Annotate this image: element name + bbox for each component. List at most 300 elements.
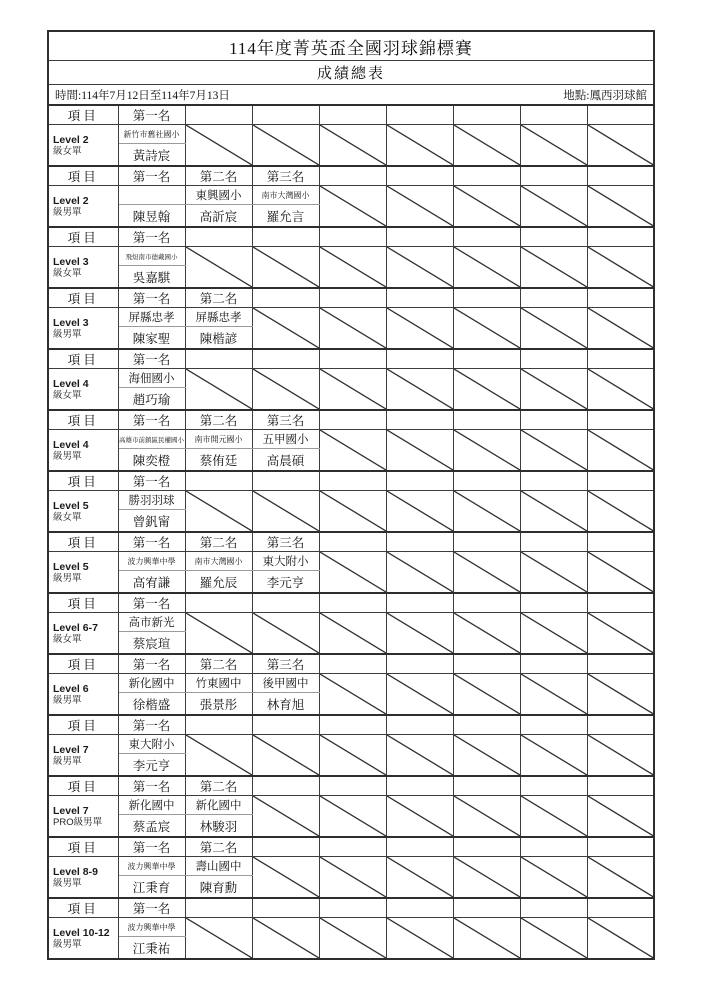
empty-result-cell (520, 674, 587, 716)
empty-result-cell (587, 918, 654, 960)
diagonal-line (454, 918, 520, 958)
diagonal-line (253, 369, 319, 409)
empty-result-cell (252, 613, 319, 655)
level-label: Level 3 (53, 316, 89, 329)
diagonal-line (588, 674, 654, 714)
empty-header-cell (319, 898, 386, 918)
diagonal-line (588, 735, 654, 775)
school-cell: 波力興華中學 (118, 857, 185, 876)
diagonal-line (253, 796, 319, 836)
empty-header-cell (319, 654, 386, 674)
empty-result-cell (252, 796, 319, 838)
empty-result-cell (386, 186, 453, 228)
empty-result-cell (386, 552, 453, 594)
item-header-cell: 項目 (48, 837, 118, 857)
empty-result-cell (453, 796, 520, 838)
empty-header-cell (319, 593, 386, 613)
diagonal-line (588, 186, 654, 226)
empty-header-cell (587, 166, 654, 186)
empty-header-cell (587, 227, 654, 247)
category-label: 級女單 (53, 633, 82, 645)
empty-header-cell (252, 349, 319, 369)
item-header-cell: 項目 (48, 898, 118, 918)
page-subtitle: 成績總表 (48, 61, 654, 85)
player-cell: 江秉育 (118, 876, 185, 899)
empty-result-cell (252, 369, 319, 411)
school-cell: 飛炟南市德戴國小 (118, 247, 185, 266)
diagonal-line (253, 247, 319, 287)
diagonal-line (521, 430, 587, 470)
school-cell: 新化國中 (118, 674, 185, 693)
empty-result-cell (453, 491, 520, 533)
empty-header-cell (453, 776, 520, 796)
diagonal-line (454, 674, 520, 714)
place-label: 地點:鳳西羽球館 (563, 89, 647, 102)
empty-result-cell (587, 491, 654, 533)
diagonal-line (253, 918, 319, 958)
section-header-row (48, 654, 654, 674)
empty-header-cell (520, 654, 587, 674)
diagonal-line (387, 430, 453, 470)
empty-header-cell (453, 349, 520, 369)
empty-result-cell (319, 735, 386, 777)
empty-header-cell (319, 166, 386, 186)
school-cell: 新化國中 (185, 796, 252, 815)
page-title: 114年度菁英盃全國羽球錦標賽 (48, 31, 654, 61)
school-row (48, 552, 654, 571)
rank-header-cell: 第一名 (118, 837, 185, 857)
diagonal-line (253, 308, 319, 348)
empty-result-cell (453, 674, 520, 716)
empty-header-cell (453, 471, 520, 491)
empty-header-cell (386, 715, 453, 735)
empty-result-cell (587, 796, 654, 838)
diagonal-line (186, 613, 252, 653)
empty-result-cell (386, 918, 453, 960)
empty-header-cell (520, 349, 587, 369)
school-cell (118, 186, 185, 205)
diagonal-line (387, 491, 453, 531)
school-row (48, 613, 654, 632)
diagonal-line (521, 674, 587, 714)
school-cell: 屏縣忠孝 (118, 308, 185, 327)
empty-header-cell (453, 105, 520, 125)
empty-header-cell (252, 471, 319, 491)
level-label: Level 7 (53, 804, 89, 817)
empty-header-cell (386, 349, 453, 369)
diagonal-line (387, 247, 453, 287)
empty-result-cell (185, 613, 252, 655)
rank-header-cell: 第三名 (252, 410, 319, 430)
empty-header-cell (319, 349, 386, 369)
level-label: Level 5 (53, 499, 89, 512)
empty-result-cell (520, 369, 587, 411)
empty-result-cell (319, 613, 386, 655)
level-label: Level 3 (53, 255, 89, 268)
rank-header-cell: 第一名 (118, 349, 185, 369)
rank-header-cell: 第一名 (118, 105, 185, 125)
category-label: 級女單 (53, 267, 82, 279)
school-row (48, 918, 654, 937)
section-header-row (48, 227, 654, 247)
empty-header-cell (252, 593, 319, 613)
empty-header-cell (587, 105, 654, 125)
rank-header-cell: 第一名 (118, 227, 185, 247)
page (47, 30, 655, 960)
empty-result-cell (319, 857, 386, 899)
level-cell (48, 552, 118, 594)
diagonal-line (320, 857, 386, 897)
diagonal-line (521, 918, 587, 958)
diagonal-line (588, 613, 654, 653)
empty-header-cell (185, 715, 252, 735)
empty-header-cell (185, 349, 252, 369)
level-label: Level 10-12 (53, 926, 110, 939)
empty-result-cell (520, 796, 587, 838)
empty-header-cell (520, 227, 587, 247)
level-cell (48, 674, 118, 716)
empty-result-cell (520, 735, 587, 777)
diagonal-line (387, 308, 453, 348)
diagonal-line (387, 735, 453, 775)
diagonal-line (253, 735, 319, 775)
category-label: 級男單 (53, 755, 82, 767)
section-header-row (48, 105, 654, 125)
empty-header-cell (453, 654, 520, 674)
empty-result-cell (252, 735, 319, 777)
player-cell: 陳奕橙 (118, 449, 185, 472)
empty-header-cell (185, 105, 252, 125)
school-row (48, 491, 654, 510)
empty-result-cell (520, 247, 587, 289)
player-cell: 曾釩甯 (118, 510, 185, 533)
diagonal-line (588, 857, 654, 897)
section-header-row (48, 349, 654, 369)
empty-header-cell (520, 837, 587, 857)
diagonal-line (454, 857, 520, 897)
diagonal-line (387, 674, 453, 714)
empty-header-cell (587, 471, 654, 491)
diagonal-line (521, 186, 587, 226)
player-cell: 高晨碩 (252, 449, 319, 472)
item-header-cell: 項目 (48, 532, 118, 552)
level-cell (48, 857, 118, 899)
diagonal-line (387, 613, 453, 653)
empty-result-cell (319, 491, 386, 533)
diagonal-line (320, 125, 386, 165)
empty-header-cell (386, 227, 453, 247)
empty-header-cell (319, 288, 386, 308)
diagonal-line (186, 735, 252, 775)
diagonal-line (320, 735, 386, 775)
level-label: Level 8-9 (53, 865, 98, 878)
diagonal-line (253, 613, 319, 653)
level-label: Level 6-7 (53, 621, 98, 634)
empty-result-cell (252, 857, 319, 899)
empty-header-cell (386, 654, 453, 674)
item-header-cell: 項目 (48, 776, 118, 796)
player-cell: 張景彤 (185, 693, 252, 716)
subtitle-row (48, 61, 654, 85)
empty-header-cell (386, 532, 453, 552)
school-cell: 海佃國小 (118, 369, 185, 388)
results-table (47, 30, 655, 960)
player-cell: 江秉祐 (118, 937, 185, 960)
category-label: 級女單 (53, 511, 82, 523)
empty-result-cell (386, 796, 453, 838)
empty-result-cell (252, 247, 319, 289)
school-cell: 東興國小 (185, 186, 252, 205)
school-cell: 竹東國中 (185, 674, 252, 693)
category-label: 級男單 (53, 938, 82, 950)
empty-result-cell (319, 125, 386, 167)
diagonal-line (320, 430, 386, 470)
player-cell: 李元亨 (118, 754, 185, 777)
diagonal-line (320, 613, 386, 653)
player-cell: 蔡孟宸 (118, 815, 185, 838)
empty-header-cell (319, 227, 386, 247)
player-cell: 羅允言 (252, 205, 319, 228)
empty-header-cell (319, 105, 386, 125)
level-cell (48, 735, 118, 777)
diagonal-line (387, 918, 453, 958)
empty-header-cell (520, 471, 587, 491)
empty-result-cell (185, 247, 252, 289)
diagonal-line (186, 369, 252, 409)
rank-header-cell: 第三名 (252, 654, 319, 674)
diagonal-line (387, 857, 453, 897)
school-cell: 新竹市舊社國小 (118, 125, 185, 144)
empty-result-cell (252, 308, 319, 350)
empty-header-cell (386, 410, 453, 430)
diagonal-line (454, 491, 520, 531)
player-cell: 徐楷盛 (118, 693, 185, 716)
empty-result-cell (386, 247, 453, 289)
empty-result-cell (453, 247, 520, 289)
diagonal-line (521, 369, 587, 409)
empty-result-cell (587, 247, 654, 289)
empty-header-cell (520, 898, 587, 918)
empty-result-cell (587, 613, 654, 655)
diagonal-line (454, 735, 520, 775)
diagonal-line (588, 308, 654, 348)
rank-header-cell: 第一名 (118, 410, 185, 430)
diagonal-line (454, 308, 520, 348)
rank-header-cell: 第二名 (185, 654, 252, 674)
school-cell: 高雄市前鎮區民權國小 (118, 430, 185, 449)
school-cell: 東大附小 (252, 552, 319, 571)
diagonal-line (521, 125, 587, 165)
rank-header-cell: 第三名 (252, 166, 319, 186)
category-label: PRO級男單 (53, 816, 103, 828)
school-cell: 東大附小 (118, 735, 185, 754)
empty-result-cell (386, 308, 453, 350)
empty-header-cell (587, 349, 654, 369)
empty-header-cell (319, 776, 386, 796)
empty-header-cell (185, 898, 252, 918)
diagonal-line (320, 308, 386, 348)
diagonal-line (253, 491, 319, 531)
empty-result-cell (587, 308, 654, 350)
category-label: 級男單 (53, 877, 82, 889)
section-header-row (48, 837, 654, 857)
level-cell (48, 308, 118, 350)
empty-result-cell (520, 613, 587, 655)
empty-header-cell (453, 898, 520, 918)
rank-header-cell: 第一名 (118, 715, 185, 735)
school-cell: 新化國中 (118, 796, 185, 815)
empty-header-cell (587, 837, 654, 857)
empty-result-cell (520, 491, 587, 533)
diagonal-line (387, 552, 453, 592)
empty-result-cell (453, 369, 520, 411)
category-label: 級男單 (53, 206, 82, 218)
diagonal-line (521, 796, 587, 836)
item-header-cell: 項目 (48, 349, 118, 369)
rank-header-cell: 第三名 (252, 532, 319, 552)
empty-result-cell (587, 552, 654, 594)
empty-result-cell (386, 857, 453, 899)
diagonal-line (387, 796, 453, 836)
empty-result-cell (587, 674, 654, 716)
school-cell: 南市大灣國小 (185, 552, 252, 571)
rank-header-cell: 第二名 (185, 410, 252, 430)
empty-header-cell (453, 288, 520, 308)
school-row (48, 796, 654, 815)
player-cell: 陳昱翰 (118, 205, 185, 228)
level-label: Level 6 (53, 682, 89, 695)
diagonal-line (588, 552, 654, 592)
rank-header-cell: 第二名 (185, 837, 252, 857)
empty-header-cell (252, 105, 319, 125)
empty-result-cell (587, 735, 654, 777)
diagonal-line (186, 125, 252, 165)
player-cell: 蔡宸瑄 (118, 632, 185, 655)
level-cell (48, 796, 118, 838)
level-label: Level 4 (53, 377, 89, 390)
rank-header-cell: 第二名 (185, 288, 252, 308)
section-header-row (48, 593, 654, 613)
player-cell: 黃詩宸 (118, 144, 185, 167)
school-row (48, 125, 654, 144)
player-cell: 高訢宸 (185, 205, 252, 228)
section-header-row (48, 776, 654, 796)
empty-result-cell (453, 918, 520, 960)
empty-header-cell (520, 288, 587, 308)
empty-result-cell (453, 552, 520, 594)
item-header-cell: 項目 (48, 471, 118, 491)
diagonal-line (320, 552, 386, 592)
empty-header-cell (319, 837, 386, 857)
empty-result-cell (386, 491, 453, 533)
empty-result-cell (520, 308, 587, 350)
player-cell: 羅允辰 (185, 571, 252, 594)
item-header-cell: 項目 (48, 105, 118, 125)
diagonal-line (588, 796, 654, 836)
diagonal-line (253, 857, 319, 897)
empty-result-cell (252, 918, 319, 960)
diagonal-line (588, 369, 654, 409)
diagonal-line (588, 430, 654, 470)
empty-header-cell (319, 410, 386, 430)
player-cell: 蔡侑廷 (185, 449, 252, 472)
diagonal-line (320, 186, 386, 226)
empty-result-cell (520, 918, 587, 960)
empty-header-cell (252, 837, 319, 857)
school-row (48, 186, 654, 205)
empty-header-cell (386, 837, 453, 857)
rank-header-cell: 第一名 (118, 288, 185, 308)
player-cell: 林育旭 (252, 693, 319, 716)
empty-result-cell (252, 491, 319, 533)
diagonal-line (521, 491, 587, 531)
empty-header-cell (185, 227, 252, 247)
diagonal-line (521, 552, 587, 592)
empty-header-cell (587, 898, 654, 918)
empty-header-cell (453, 227, 520, 247)
school-row (48, 308, 654, 327)
item-header-cell: 項目 (48, 715, 118, 735)
empty-result-cell (520, 430, 587, 472)
item-header-cell: 項目 (48, 410, 118, 430)
empty-header-cell (453, 532, 520, 552)
empty-header-cell (587, 593, 654, 613)
category-label: 級男單 (53, 572, 82, 584)
empty-result-cell (319, 918, 386, 960)
school-row (48, 247, 654, 266)
player-cell: 林駿羽 (185, 815, 252, 838)
empty-result-cell (587, 369, 654, 411)
item-header-cell: 項目 (48, 654, 118, 674)
empty-header-cell (319, 532, 386, 552)
empty-result-cell (185, 918, 252, 960)
diagonal-line (521, 857, 587, 897)
level-label: Level 5 (53, 560, 89, 573)
empty-result-cell (520, 186, 587, 228)
category-label: 級女單 (53, 145, 82, 157)
diagonal-line (521, 735, 587, 775)
diagonal-line (454, 369, 520, 409)
empty-result-cell (319, 430, 386, 472)
empty-header-cell (520, 776, 587, 796)
empty-result-cell (453, 125, 520, 167)
empty-header-cell (252, 776, 319, 796)
item-header-cell: 項目 (48, 288, 118, 308)
rank-header-cell: 第二名 (185, 776, 252, 796)
empty-header-cell (185, 593, 252, 613)
empty-result-cell (386, 735, 453, 777)
empty-result-cell (319, 186, 386, 228)
empty-header-cell (587, 288, 654, 308)
empty-result-cell (587, 186, 654, 228)
section-header-row (48, 532, 654, 552)
item-header-cell: 項目 (48, 227, 118, 247)
empty-result-cell (453, 186, 520, 228)
diagonal-line (320, 674, 386, 714)
diagonal-line (387, 369, 453, 409)
diagonal-line (454, 247, 520, 287)
rank-header-cell: 第一名 (118, 898, 185, 918)
empty-result-cell (185, 125, 252, 167)
empty-result-cell (386, 369, 453, 411)
school-cell: 波力興華中學 (118, 552, 185, 571)
empty-header-cell (587, 532, 654, 552)
player-cell: 高宥謙 (118, 571, 185, 594)
empty-header-cell (386, 593, 453, 613)
time-label: 時間:114年7月12日至114年7月13日 (55, 89, 230, 102)
empty-header-cell (520, 715, 587, 735)
empty-result-cell (453, 430, 520, 472)
